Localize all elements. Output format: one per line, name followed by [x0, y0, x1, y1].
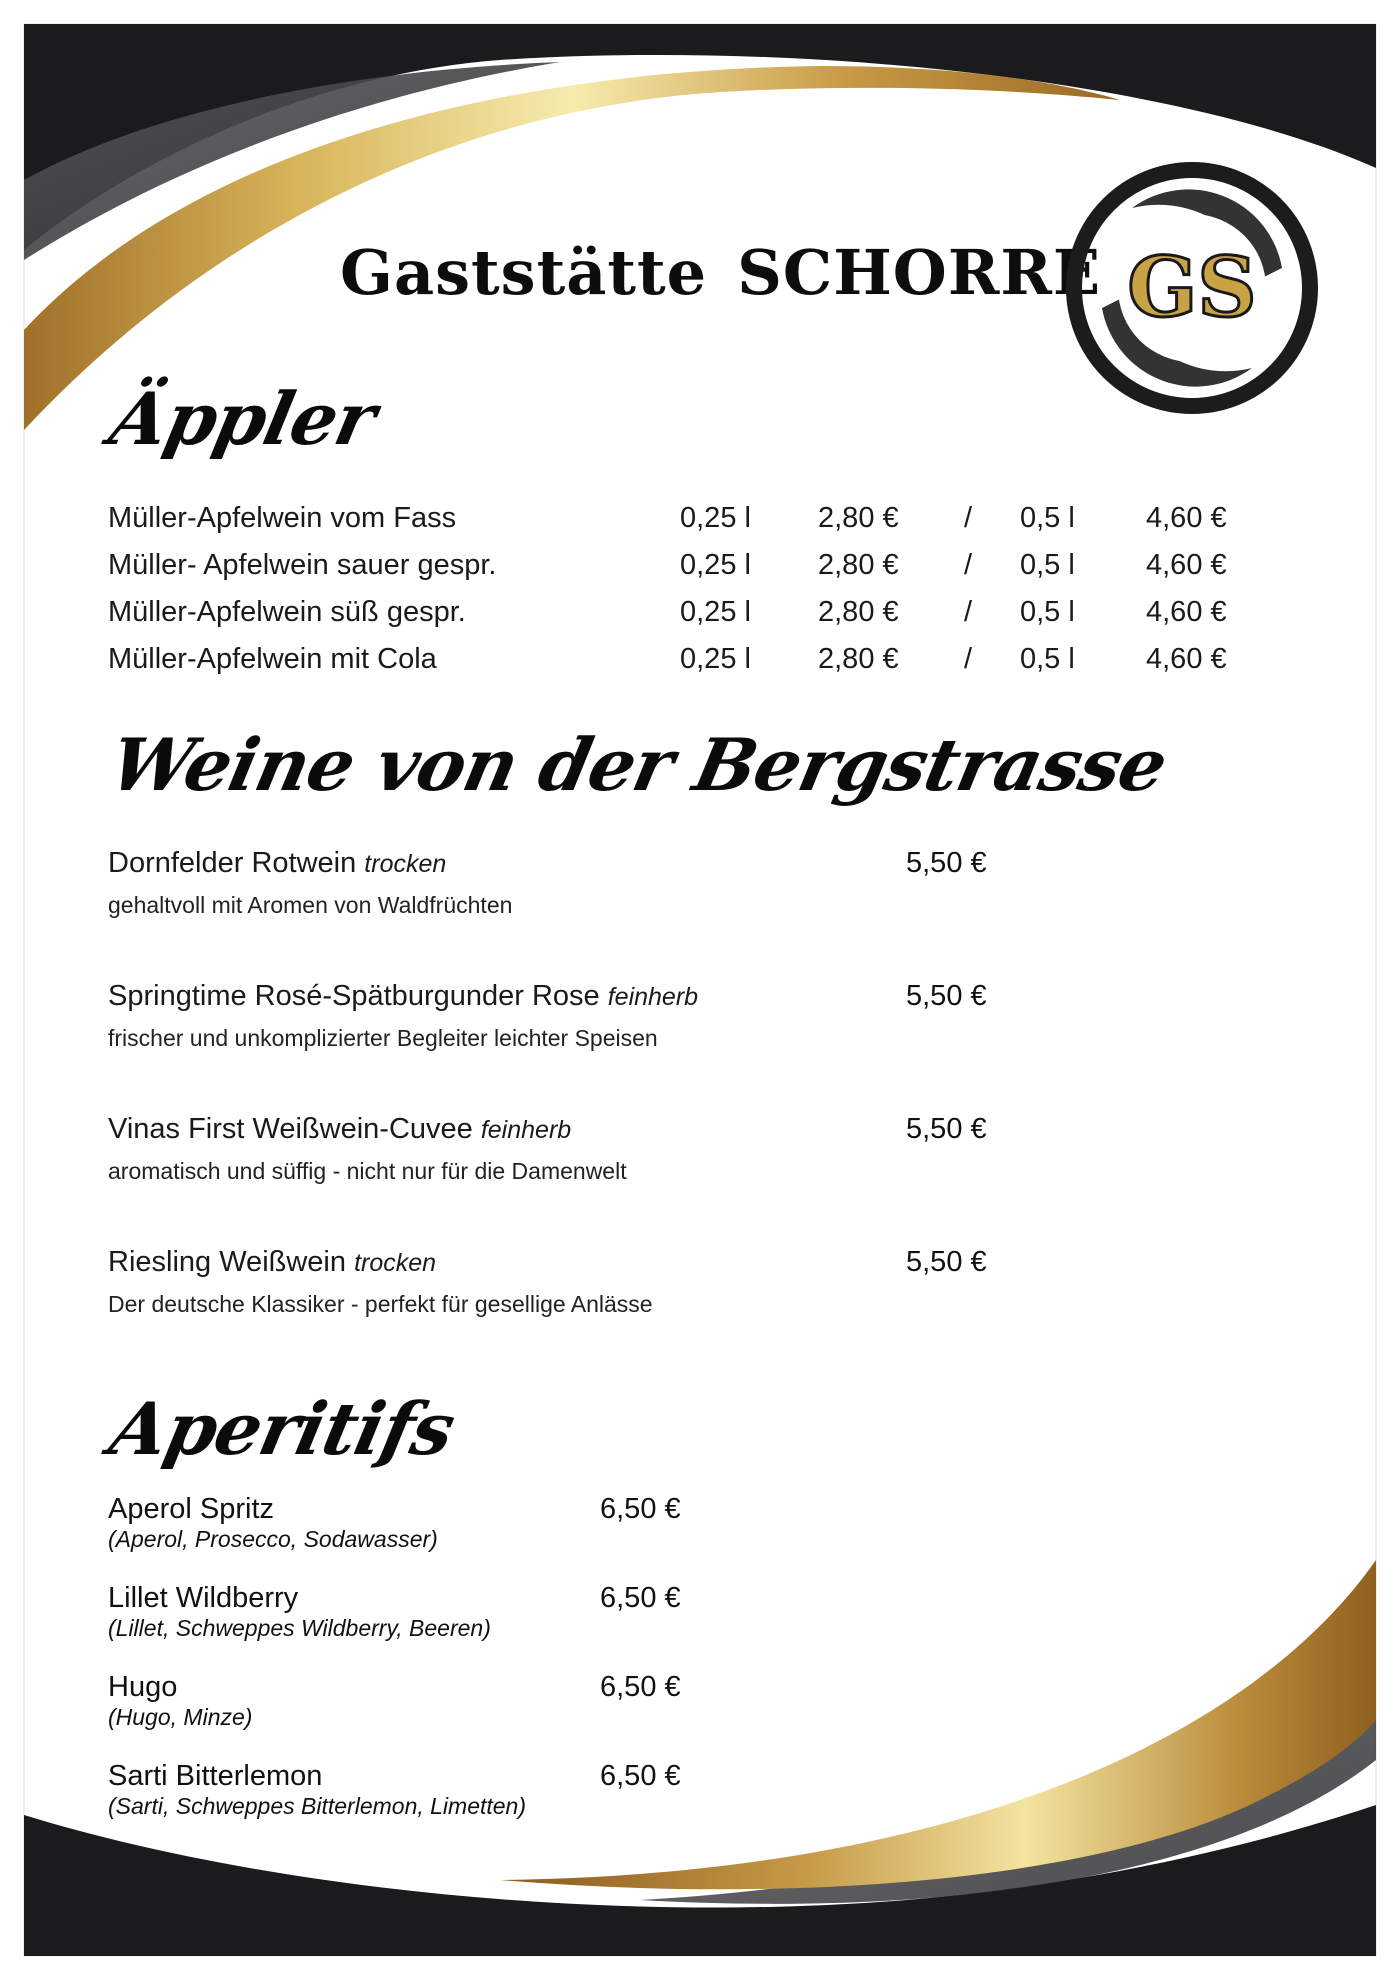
wine-name: Riesling Weißwein	[108, 1246, 346, 1278]
aperitif-ingredients: (Sarti, Schweppes Bitterlemon, Limetten)	[108, 1793, 527, 1819]
aperitif-item	[108, 1760, 808, 1820]
size-small: 0,25 l	[680, 596, 751, 628]
price-small: 2,80 €	[818, 643, 899, 675]
wine-description: aromatisch und süffig - nicht nur für die Damenwelt	[108, 1158, 627, 1184]
aperitif-price: 6,50 €	[600, 1582, 681, 1614]
size-large: 0,5 l	[1020, 502, 1075, 534]
wine-price: 5,50 €	[906, 1113, 987, 1145]
appler-row	[0, 502, 1400, 542]
price-large: 4,60 €	[1146, 596, 1227, 628]
wine-description: Der deutsche Klassiker - perfekt für gesellige Anlässe	[108, 1291, 653, 1317]
aperitif-item	[108, 1493, 808, 1553]
aperitif-ingredients: (Hugo, Minze)	[108, 1704, 253, 1730]
wine-price: 5,50 €	[906, 1246, 987, 1278]
aperitif-ingredients: (Lillet, Schweppes Wildberry, Beeren)	[108, 1615, 491, 1641]
appler-row	[0, 596, 1400, 636]
restaurant-title	[340, 236, 1102, 309]
wine-description: gehaltvoll mit Aromen von Waldfrüchten	[108, 892, 513, 918]
separator: /	[964, 502, 973, 534]
wine-name: Dornfelder Rotwein	[108, 847, 357, 879]
wine-item	[108, 847, 1108, 919]
aperitif-item	[108, 1671, 808, 1731]
separator: /	[964, 643, 973, 675]
price-small: 2,80 €	[818, 502, 899, 534]
price-small: 2,80 €	[818, 549, 899, 581]
section-heading-appler: Äppler	[102, 376, 383, 461]
aperitif-ingredients: (Aperol, Prosecco, Sodawasser)	[108, 1526, 438, 1552]
wine-style: trocken	[354, 1249, 437, 1277]
size-large: 0,5 l	[1020, 643, 1075, 675]
section-heading-weine: Weine von der Bergstrasse	[102, 722, 1175, 807]
aperitif-name: Aperol Spritz	[108, 1493, 275, 1525]
appler-row	[0, 643, 1400, 683]
price-small: 2,80 €	[818, 596, 899, 628]
logo-text: GS	[1127, 240, 1257, 336]
section-heading-aperitifs: Aperitifs	[102, 1386, 462, 1471]
wine-style: feinherb	[480, 1116, 572, 1144]
price-large: 4,60 €	[1146, 643, 1227, 675]
price-large: 4,60 €	[1146, 502, 1227, 534]
gs-logo-icon	[1062, 158, 1322, 418]
size-small: 0,25 l	[680, 502, 751, 534]
size-large: 0,5 l	[1020, 549, 1075, 581]
aperitif-name: Lillet Wildberry	[108, 1582, 299, 1614]
wine-style: trocken	[364, 850, 447, 878]
separator: /	[964, 549, 973, 581]
wine-item	[108, 1113, 1108, 1185]
aperitif-item	[108, 1582, 808, 1642]
wine-style: feinherb	[607, 983, 699, 1011]
size-large: 0,5 l	[1020, 596, 1075, 628]
wine-item	[108, 980, 1108, 1052]
wine-name: Vinas First Weißwein-Cuvee	[108, 1113, 473, 1145]
wine-price: 5,50 €	[906, 847, 987, 879]
aperitif-price: 6,50 €	[600, 1760, 681, 1792]
item-name: Müller-Apfelwein süß gespr.	[108, 596, 466, 628]
price-large: 4,60 €	[1146, 549, 1227, 581]
title-part-2: SCHORRE	[737, 236, 1102, 309]
title-part-1: Gaststätte	[340, 236, 708, 309]
wine-description: frischer und unkomplizierter Begleiter leichter Speisen	[108, 1025, 658, 1051]
aperitif-price: 6,50 €	[600, 1493, 681, 1525]
size-small: 0,25 l	[680, 643, 751, 675]
size-small: 0,25 l	[680, 549, 751, 581]
aperitif-name: Hugo	[108, 1671, 178, 1703]
item-name: Müller-Apfelwein vom Fass	[108, 502, 457, 534]
separator: /	[964, 596, 973, 628]
appler-row	[0, 549, 1400, 589]
item-name: Müller-Apfelwein mit Cola	[108, 643, 437, 675]
aperitif-price: 6,50 €	[600, 1671, 681, 1703]
wine-item	[108, 1246, 1108, 1318]
aperitif-name: Sarti Bitterlemon	[108, 1760, 323, 1792]
wine-name: Springtime Rosé-Spätburgunder Rose	[108, 980, 600, 1012]
item-name: Müller- Apfelwein sauer gespr.	[108, 549, 497, 581]
wine-price: 5,50 €	[906, 980, 987, 1012]
